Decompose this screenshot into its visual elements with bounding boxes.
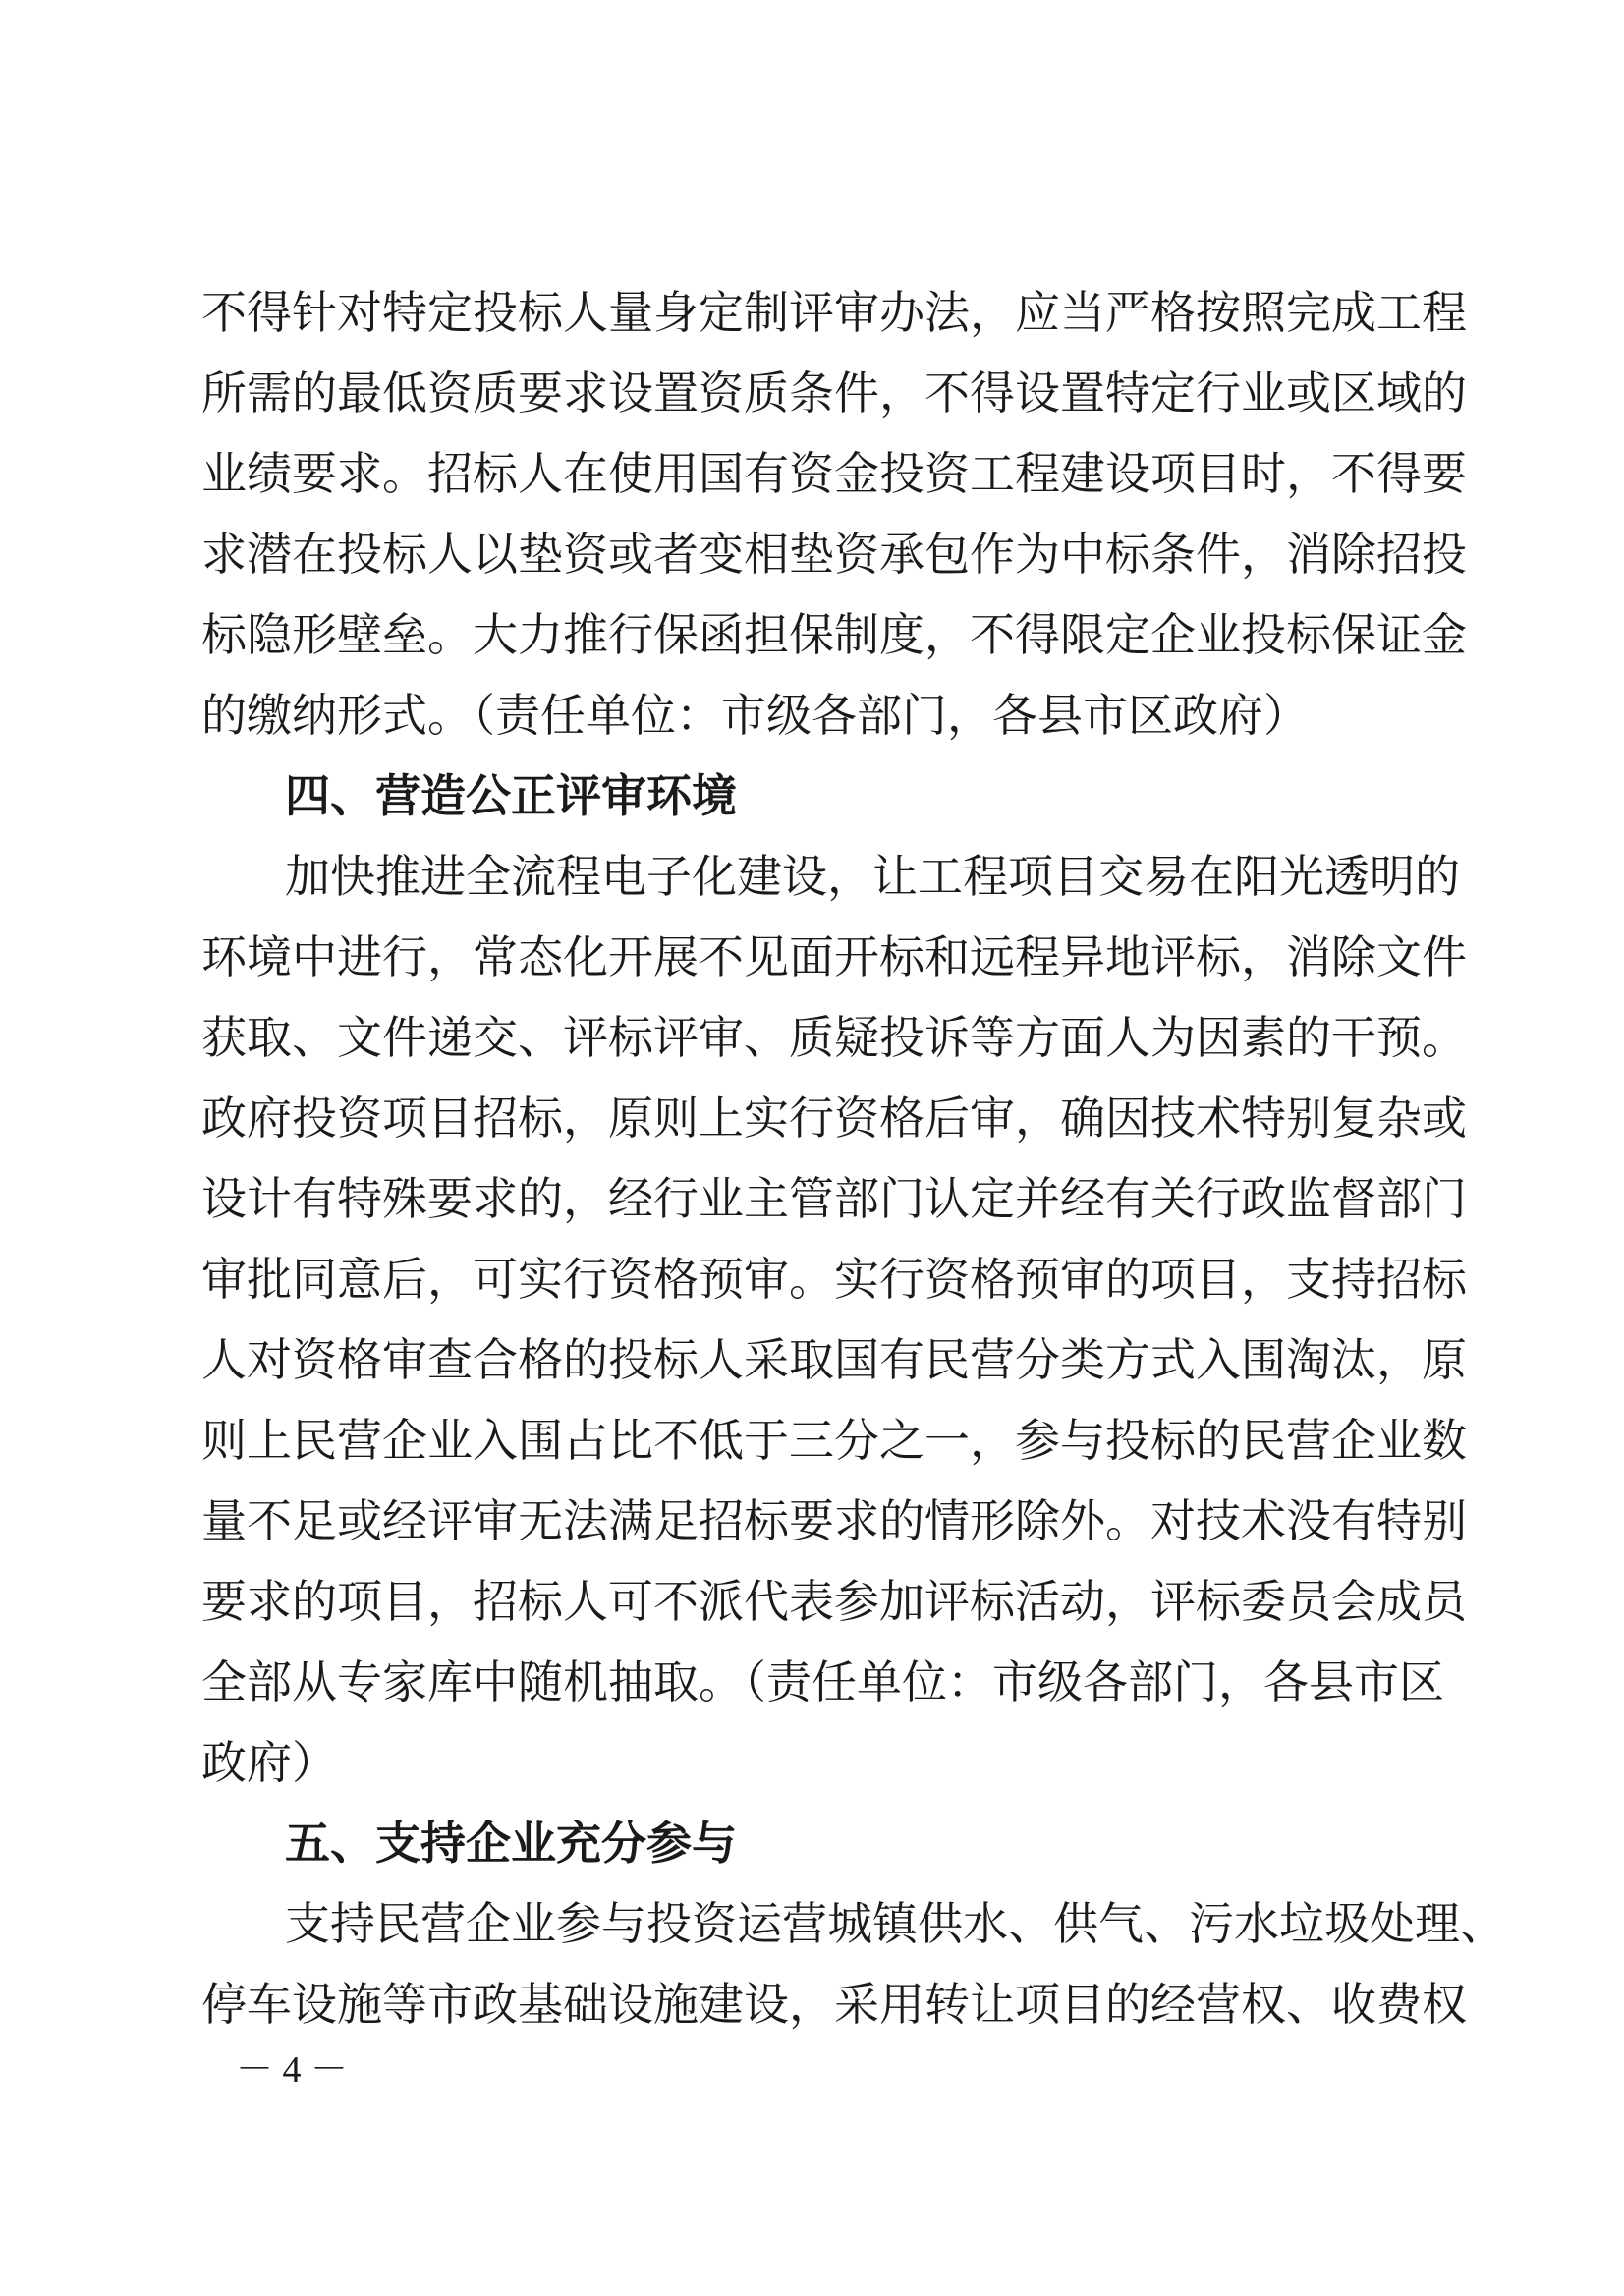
paragraph-line: 的缴纳形式。（责任单位：市级各部门，各县市区政府） xyxy=(201,689,1309,742)
paragraph-line: 不得针对特定投标人量身定制评审办法，应当严格按照完成工程 xyxy=(201,286,1467,339)
paragraph-line: 要求的项目，招标人可不派代表参加评标活动，评标委员会成员 xyxy=(201,1575,1467,1628)
paragraph-line: 获取、文件递交、评标评审、质疑投诉等方面人为因素的干预。 xyxy=(201,1011,1467,1064)
page-number: － 4 － xyxy=(236,2049,349,2091)
paragraph-line: 政府） xyxy=(201,1736,337,1789)
paragraph-line: 量不足或经评审无法满足招标要求的情形除外。对技术没有特别 xyxy=(201,1494,1467,1547)
paragraph-line: 停车设施等市政基础设施建设，采用转让项目的经营权、收费权 xyxy=(201,1978,1467,2031)
paragraph-line: 所需的最低资质要求设置资质条件，不得设置特定行业或区域的 xyxy=(201,366,1467,420)
paragraph-line: 人对资格审查合格的投标人采取国有民营分类方式入围淘汰，原 xyxy=(201,1333,1467,1386)
section-heading: 五、支持企业充分参与 xyxy=(285,1817,737,1870)
paragraph-line: 政府投资项目招标，原则上实行资格后审，确因技术特别复杂或 xyxy=(201,1092,1467,1145)
paragraph-line: 求潜在投标人以垫资或者变相垫资承包作为中标条件，消除招投 xyxy=(201,528,1467,581)
paragraph-line: 标隐形壁垒。大力推行保函担保制度，不得限定企业投标保证金 xyxy=(201,608,1467,661)
paragraph-line: 支持民营企业参与投资运营城镇供水、供气、污水垃圾处理、 xyxy=(285,1897,1505,1950)
paragraph-line: 全部从专家库中随机抽取。（责任单位：市级各部门，各县市区 xyxy=(201,1655,1444,1708)
paragraph-line: 加快推进全流程电子化建设，让工程项目交易在阳光透明的 xyxy=(285,850,1460,903)
paragraph-line: 则上民营企业入围占比不低于三分之一，参与投标的民营企业数 xyxy=(201,1414,1467,1467)
paragraph-line: 设计有特殊要求的，经行业主管部门认定并经有关行政监督部门 xyxy=(201,1172,1467,1225)
paragraph-line: 环境中进行，常态化开展不见面开标和远程异地评标，消除文件 xyxy=(201,930,1467,983)
paragraph-line: 业绩要求。招标人在使用国有资金投资工程建设项目时，不得要 xyxy=(201,447,1467,500)
section-heading: 四、营造公正评审环境 xyxy=(285,769,737,822)
paragraph-line: 审批同意后，可实行资格预审。实行资格预审的项目，支持招标 xyxy=(201,1253,1467,1306)
